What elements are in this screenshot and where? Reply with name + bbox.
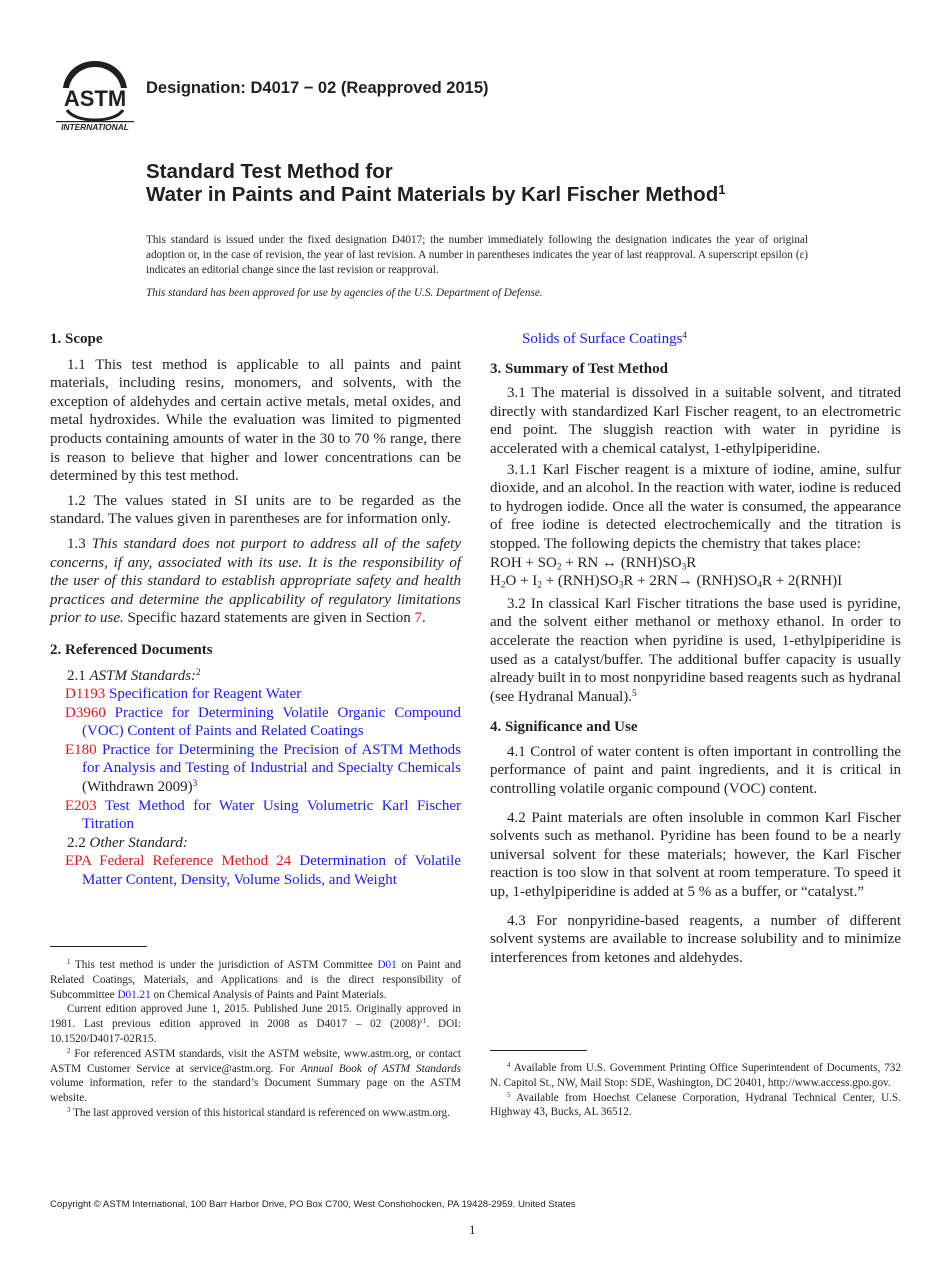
footnote-3-text: The last approved version of this historical standard is referenced on www.astm.org. xyxy=(73,1106,450,1119)
footnote-1-text-b: on Paint and Related Coatings, Materials, and Applications and is the direct responsibility of Subcommittee xyxy=(50,959,461,1001)
ref-e180-code[interactable]: E180 xyxy=(65,741,97,758)
footnotes-left xyxy=(50,958,461,1121)
footnote-1 xyxy=(50,958,461,1002)
para-2-2 xyxy=(50,834,461,853)
para-2-1 xyxy=(50,667,461,686)
ref-d1193 xyxy=(50,685,461,704)
astm-logo-mark xyxy=(55,58,135,132)
footnote-5 xyxy=(490,1091,901,1121)
designation: Designation: D4017 − 02 (Reapproved 2015) xyxy=(146,79,489,97)
edition-text: Current edition approved June 1, 2015. Published June 2015. Originally approved in 1981. Last previous edition approved in 2008 as D4017 – 02 (2008) xyxy=(50,1003,461,1031)
footnote-4-marker: 4 xyxy=(507,1061,511,1070)
doi-text: . DOI: 10.1520/D4017-02R15. xyxy=(50,1018,461,1045)
para-3-2-text: 3.2 In classical Karl Fischer titrations the base used is pyridine, and the solvent either methanol or methoxy ethanol. In order to accelerate the reaction when pyridine is used, 1-ethylpiperidine is used as a catalyst/buffer. The additional buffer capacity is usually already built in to most nonpyridine based reagents such as hydranal (see Hydranal Manual). xyxy=(490,595,901,705)
footnote-1-marker: 1 xyxy=(67,958,71,967)
footnote-5-marker: 5 xyxy=(507,1090,511,1099)
title-line-1: Standard Test Method for xyxy=(146,160,393,183)
ref-epa-continued xyxy=(490,330,901,349)
footnote-ref-5[interactable]: 5 xyxy=(632,688,637,699)
ref-d3960-code[interactable]: D3960 xyxy=(65,704,106,721)
ref-e203-title[interactable]: Test Method for Water Using Volumetric Karl Fischer Titration xyxy=(82,797,461,833)
ref-d1193-code[interactable]: D1193 xyxy=(65,686,106,703)
equation-1: ROH + $SO_2$ + RN ↔ $(RNH)SO_3R$ xyxy=(490,554,697,572)
astm-logo xyxy=(55,58,135,132)
annual-book-title: Annual Book of ASTM Standards xyxy=(300,1062,461,1075)
ref-d3960-title[interactable]: Practice for Determining Volatile Organic Compound (VOC) Content of Paints and Related Coatings xyxy=(82,704,461,740)
ref-e180 xyxy=(50,741,461,797)
subcommittee-d01-21-link[interactable]: D01.21 xyxy=(117,988,151,1001)
right-column xyxy=(490,330,901,967)
ref-e203-code[interactable]: E203 xyxy=(65,797,97,814)
footnote-ref-2[interactable]: 2 xyxy=(196,667,201,678)
footnote-5-text: Available from Hoechst Celanese Corporation, Hydranal Technical Center, U.S. Highway 43, Bucks, AL 36512. xyxy=(490,1091,901,1119)
other-standard-label: Other Standard: xyxy=(89,834,188,851)
para-2-2-num: 2.2 xyxy=(67,834,90,851)
footnote-1-edition xyxy=(50,1002,461,1046)
footnote-divider-left xyxy=(50,946,147,947)
page-number: 1 xyxy=(469,1222,476,1237)
para-1-3 xyxy=(50,535,461,628)
footnote-1-text-a: This test method is under the jurisdiction of ASTM Committee xyxy=(74,959,378,971)
footnotes-right xyxy=(490,1061,901,1120)
footnote-2-marker: 2 xyxy=(67,1046,71,1055)
committee-d01-link[interactable]: D01 xyxy=(377,959,397,971)
ref-d3960 xyxy=(50,704,461,741)
section-2-heading: 2. Referenced Documents xyxy=(50,641,213,658)
para-3-1-1: 3.1.1 Karl Fischer reagent is a mixture of iodine, amine, sulfur dioxide, and an alcohol. In the reaction with water, iodine is reduced to hydrogen iodide. Once all the water is consumed, the appearance of free iodine is detected electrochemically and the titration is stopped. The following depicts the chemistry that takes place: xyxy=(490,461,901,552)
title-line-2 xyxy=(146,183,725,206)
footnote-4-text: Available from U.S. Government Printing Office Superintendent of Documents, 732 N. Capitol St., NW, Mail Stop: SDE, Washington, DC 20401, http://www.access.gpo.gov. xyxy=(490,1062,901,1089)
left-column xyxy=(50,330,461,890)
dod-approval-note: This standard has been approved for use by agencies of the U.S. Department of Defense. xyxy=(146,287,543,299)
epsilon-marker: ε1 xyxy=(420,1017,427,1026)
section-7-link[interactable]: 7 xyxy=(414,610,422,627)
section-1-heading: 1. Scope xyxy=(50,331,103,347)
footnote-2-text-a: For referenced ASTM standards, visit the ASTM website, www.astm.org, or contact ASTM Customer Service at service@astm.org. For xyxy=(50,1047,461,1075)
section-4-heading: 4. Significance and Use xyxy=(490,719,638,736)
footnote-divider-right xyxy=(490,1050,587,1051)
ref-epa-code[interactable]: EPA Federal Reference Method 24 xyxy=(65,853,292,870)
footnote-3 xyxy=(50,1106,461,1121)
ref-epa xyxy=(50,852,461,889)
ref-e203 xyxy=(50,797,461,834)
footnote-2-text-b: volume information, refer to the standard’s Document Summary page on the ASTM website. xyxy=(50,1077,461,1105)
logo-bottom-text: INTERNATIONAL xyxy=(61,122,129,132)
issuance-notice: This standard is issued under the fixed designation D4017; the number immediately following the designation indicates the year of original adoption or, in the case of revision, the year of last revision. A number in parentheses indicates the year of last reapproval. A superscript epsilon (ε) indicates an editorial change since the last revision or reapproval. xyxy=(146,234,808,276)
title-line-2-text: Water in Paints and Paint Materials by Karl Fischer Method xyxy=(146,183,719,206)
para-3-2 xyxy=(490,595,901,707)
ref-e180-title[interactable]: Practice for Determining the Precision of ASTM Methods for Analysis and Testing of Industrial and Specialty Chemicals xyxy=(82,741,461,777)
footnote-1-text-c: on Chemical Analysis of Paints and Paint Materials. xyxy=(150,988,387,1001)
para-4-1: 4.1 Control of water content is often important in controlling the performance of paint and paint ingredients, and it is critical in controlling volatile organic compound (VOC) content. xyxy=(490,743,901,798)
copyright-notice: Copyright © ASTM International, 100 Barr Harbor Drive, PO Box C700, West Conshohocken, PA 19428-2959. United States xyxy=(50,1199,576,1210)
title-footnote-ref[interactable]: 1 xyxy=(718,181,726,197)
footnote-2 xyxy=(50,1047,461,1106)
page-title xyxy=(146,160,725,206)
para-4-2: 4.2 Paint materials are often insoluble in common Karl Fischer solvents such as methanol. Pyridine has been found to be a nearly universal solvent for these materials; however, the Karl Fischer reaction is too slow in that solvent at room temperature. To speed it up, 1-ethylpiperidine is added at 5 % as a buffer, or “catalyst.” xyxy=(490,809,901,901)
ref-d1193-title[interactable]: Specification for Reagent Water xyxy=(105,686,302,703)
safety-caveat: This standard does not purport to address all of the safety concerns, if any, associated with its use. It is the responsibility of the user of this standard to establish appropriate safety and health practices and determine the applicability of regulatory limitations prior to use. xyxy=(50,535,462,627)
footnote-ref-3[interactable]: 3 xyxy=(192,778,198,789)
para-2-1-num: 2.1 xyxy=(67,667,90,684)
para-3-1: 3.1 The material is dissolved in a suitable solvent, and titrated directly with standardized Karl Fischer reagent, to an electrometric end point. The sluggish reaction with water in pyridine is accelerated with a chemical catalyst, 1-ethylpiperidine. xyxy=(490,385,901,457)
para-4-3: 4.3 For nonpyridine-based reagents, a number of different solvent systems are available to increase solubility and to minimize interferences from ketones and aldehydes. xyxy=(490,912,901,966)
section-3-heading: 3. Summary of Test Method xyxy=(490,360,668,377)
ref-epa-title-continued[interactable]: Solids of Surface Coatings xyxy=(522,331,683,347)
footnote-4 xyxy=(490,1061,901,1091)
ref-epa-title[interactable]: Determination of Volatile Matter Content, Density, Volume Solids, and Weight xyxy=(82,853,462,889)
para-1-2: 1.2 The values stated in SI units are to be regarded as the standard. The values given in parentheses are for information only. xyxy=(50,492,461,528)
para-1-3-num: 1.3 xyxy=(67,535,92,552)
equation-2: $H_2O + I_2 + (RNH)SO_3R + 2RN\to (RNH)SO_4R + 2(RNH)I$ xyxy=(490,573,843,591)
astm-standards-label: ASTM Standards: xyxy=(89,667,197,684)
para-1-3-tail: Specific hazard statements are given in Section xyxy=(123,610,415,627)
logo-top-text: ASTM xyxy=(63,86,127,111)
ref-e180-withdrawn: (Withdrawn 2009) xyxy=(82,779,193,796)
para-1-1: 1.1 This test method is applicable to all paints and paint materials, including resins, monomers, and solvents, with the exception of aldehydes and certain active metals, metal oxides, and metal hydroxides. While the evaluation was limited to pigmented products containing amounts of water in the 30 to 70 % range, there is reason to believe that higher and lower concentrations can be determined by this test method. xyxy=(50,356,461,485)
footnote-3-marker: 3 xyxy=(67,1106,71,1115)
footnote-ref-4[interactable]: 4 xyxy=(682,330,688,341)
para-1-3-end: . xyxy=(422,610,426,627)
